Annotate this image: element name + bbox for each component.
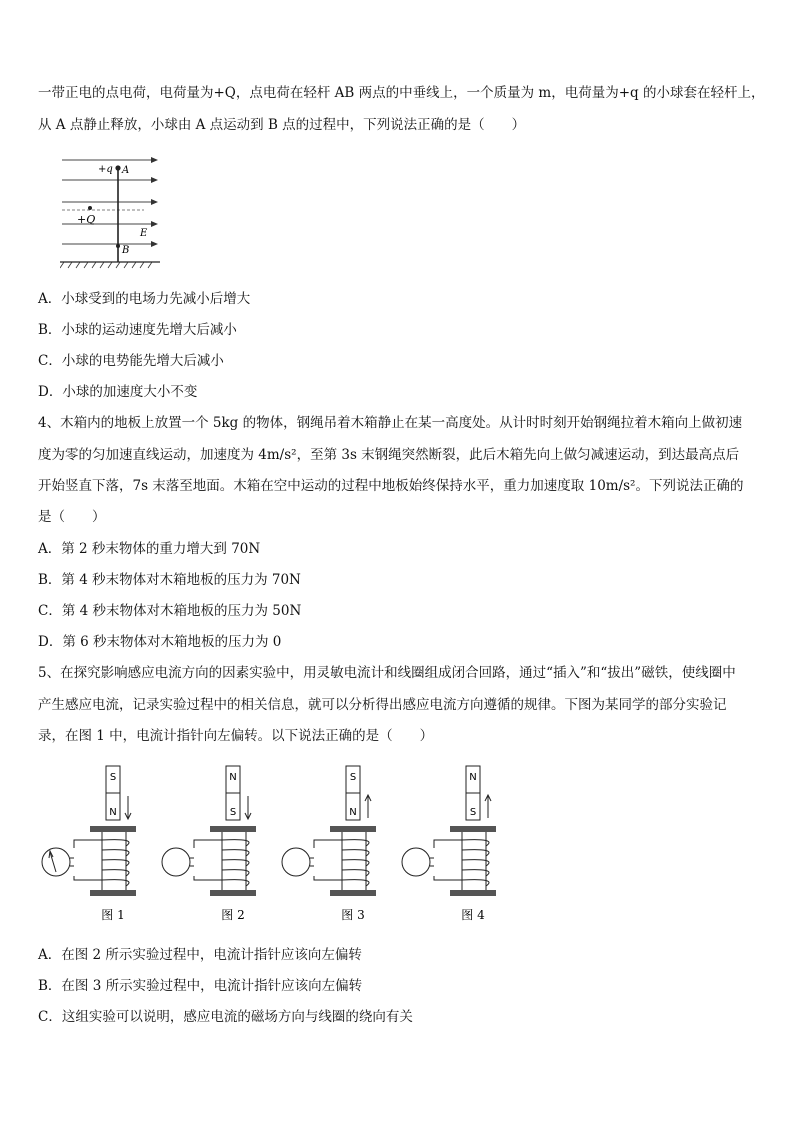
q4-option-d: D．第 6 秒末物体对木箱地板的压力为 0: [38, 634, 282, 650]
q5-option-b: B．在图 3 所示实验过程中，电流计指针应该向左偏转: [38, 978, 363, 994]
q3-option-a: A．小球受到的电场力先减小后增大: [38, 291, 251, 307]
label-a: A: [122, 165, 130, 176]
magnet-top-pole: S: [349, 772, 357, 783]
q3-option-b: B．小球的运动速度先增大后减小: [38, 322, 237, 338]
q4-option-b: B．第 4 秒末物体对木箱地板的压力为 70N: [38, 572, 301, 588]
magnet-bottom-pole: S: [469, 807, 477, 818]
q3-stem-line-2: 从 A 点静止释放，小球由 A 点运动到 B 点的过程中，下列说法正确的是（ ）: [38, 117, 526, 133]
q4-option-a: A．第 2 秒末物体的重力增大到 70N: [38, 541, 261, 557]
figure-caption: 图 4: [461, 908, 485, 922]
q4-option-c: C．第 4 秒末物体对木箱地板的压力为 50N: [38, 603, 302, 619]
q4-stem-line-3: 开始竖直下落，7s 末落至地面。木箱在空中运动的过程中地板始终保持水平，重力加速度取 10m/s²。下列说法正确的: [38, 478, 744, 494]
induction-figure-3: [280, 762, 392, 932]
q3-option-c: C．小球的电势能先增大后减小: [38, 353, 224, 369]
q4-stem-line-4: 是（ ）: [38, 509, 106, 525]
label-e: E: [140, 228, 148, 239]
label-b: B: [122, 245, 130, 256]
figure-caption: 图 2: [221, 908, 245, 922]
q3-stem-line-1: 一带正电的点电荷，电荷量为+Q，点电荷在轻杆 AB 两点的中垂线上，一个质量为 m，电荷量为+q 的小球套在轻杆上，: [38, 85, 765, 101]
q5-option-c: C．这组实验可以说明，感应电流的磁场方向与线圈的绕向有关: [38, 1009, 413, 1025]
q4-stem-line-1: 4、木箱内的地板上放置一个 5kg 的物体，钢绳吊着木箱静止在某一高度处。从计时时刻开始钢绳拉着木箱向上做初速: [38, 415, 743, 431]
figure-caption: 图 3: [341, 908, 365, 922]
induction-figure-1: [40, 762, 152, 932]
magnet-top-pole: S: [109, 772, 117, 783]
magnet-top-pole: N: [469, 772, 477, 783]
q3-option-d: D．小球的加速度大小不变: [38, 384, 198, 400]
magnet-bottom-pole: S: [229, 807, 237, 818]
magnet-top-pole: N: [229, 772, 237, 783]
figure-caption: 图 1: [101, 908, 125, 922]
q3-field-diagram: [60, 150, 170, 272]
q5-stem-line-3: 录，在图 1 中，电流计指针向左偏转。以下说法正确的是（ ）: [38, 728, 434, 744]
q4-stem-line-2: 度为零的匀加速直线运动，加速度为 4m/s²，至第 3s 末钢绳突然断裂，此后木箱先向上做匀减速运动，到达最高点后: [38, 447, 740, 463]
label-plus-Q: +Q: [77, 213, 96, 226]
q5-option-a: A．在图 2 所示实验过程中，电流计指针应该向左偏转: [38, 947, 362, 963]
q5-stem-line-1: 5、在探究影响感应电流方向的因素实验中，用灵敏电流计和线圈组成闭合回路，通过“插入”和“拔出”磁铁，使线圈中: [38, 665, 736, 681]
magnet-bottom-pole: N: [349, 807, 357, 818]
label-plus-q: +q: [98, 164, 113, 175]
magnet-bottom-pole: N: [109, 807, 117, 818]
q5-stem-line-2: 产生感应电流，记录实验过程中的相关信息，就可以分析得出感应电流方向遵循的规律。下图为某同学的部分实验记: [38, 697, 727, 713]
induction-figure-2: [160, 762, 272, 932]
induction-figure-4: [400, 762, 512, 932]
